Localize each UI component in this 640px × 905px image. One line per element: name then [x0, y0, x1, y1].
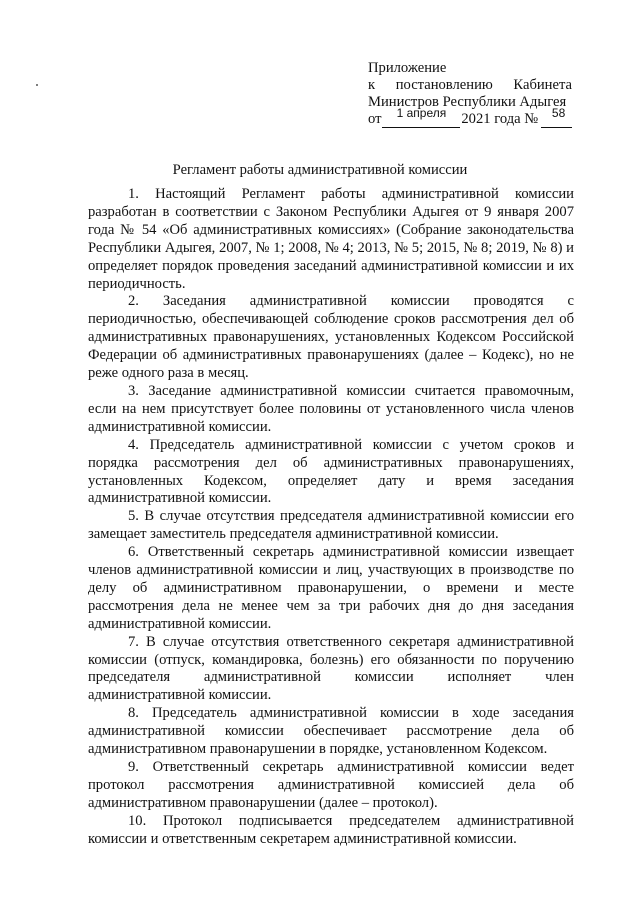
paragraph-6: 6. Ответственный секретарь административной комиссии извещает членов административной комиссии и лиц, участвующих в производстве по делу об административном правонарушении, о времени и месте рассмотрения дела не менее чем за три рабочих дня до дня заседания административной комиссии.	[88, 544, 574, 632]
appendix-label: Приложение	[368, 60, 447, 76]
paragraph-1: 1. Настоящий Регламент работы административной комиссии разработан в соответствии с Законом Республики Адыгея от 9 января 2007 года № 54 «Об административных комиссиях» (Собрание законодательства Республики Адыгея, 2007, № 1; 2008, № 4; 2013, № 5; 2015, № 8; 2019, № 8) и определяет порядок проведения заседаний административной комиссии и их периодичность.	[88, 186, 574, 292]
date-field	[382, 106, 460, 128]
document-title: Регламент работы административной комиссии	[172, 162, 468, 178]
year-text: 2021 года №	[461, 111, 539, 127]
ministers-line: Министров Республики Адыгея	[368, 94, 567, 110]
paragraph-8: 8. Председатель административной комиссии в ходе заседания административной комиссии обеспечивает рассмотрение дела об административном правонарушении в порядке, установленном Кодексом.	[88, 705, 574, 758]
paragraph-5: 5. В случае отсутствия председателя административной комиссии его замещает заместитель председателя административной комиссии.	[88, 508, 574, 543]
paragraph-3: 3. Заседание административной комиссии считается правомочным, если на нем присутствует более половины от установленного числа членов административной комиссии.	[88, 382, 574, 435]
paragraph-10: 10. Протокол подписывается председателем административной комиссии и ответственным секретарем административной комиссии.	[88, 812, 574, 847]
date-prefix: от	[368, 111, 382, 127]
appendix-header	[368, 60, 572, 128]
date-line	[368, 106, 572, 128]
date-value: 1 апреля	[396, 106, 447, 120]
number-field	[541, 106, 572, 128]
paragraph-9: 9. Ответственный секретарь административной комиссии ведет протокол рассмотрения административной комиссией дела об административном правонарушении (далее – протокол).	[88, 759, 574, 811]
scan-speck	[36, 84, 38, 86]
paragraph-4: 4. Председатель административной комиссии с учетом сроков и порядка рассмотрения дел об административных правонарушениях, установленных Кодексом, определяет дату и время заседания административной комиссии.	[88, 436, 574, 507]
cabinet-word: Кабинета	[513, 77, 572, 93]
paragraph-7: 7. В случае отсутствия ответственного секретаря административной комиссии (отпуск, командировка, болезнь) его обязанности по поручению председателя административной комиссии исполняет член административной комиссии.	[88, 633, 574, 704]
number-value: 58	[551, 106, 566, 120]
paragraph-2: 2. Заседания административной комиссии проводятся с периодичностью, обеспечивающей соблюдение сроков рассмотрения дел об административных правонарушениях, установленных Кодексом Российской Федерации об административных правонарушениях (далее – Кодекс), но не реже одного раза в месяц.	[88, 293, 574, 382]
resolution-prep: к	[368, 77, 376, 93]
document-body	[88, 186, 574, 849]
resolution-line	[368, 77, 572, 94]
resolution-word: постановлению	[395, 77, 493, 93]
